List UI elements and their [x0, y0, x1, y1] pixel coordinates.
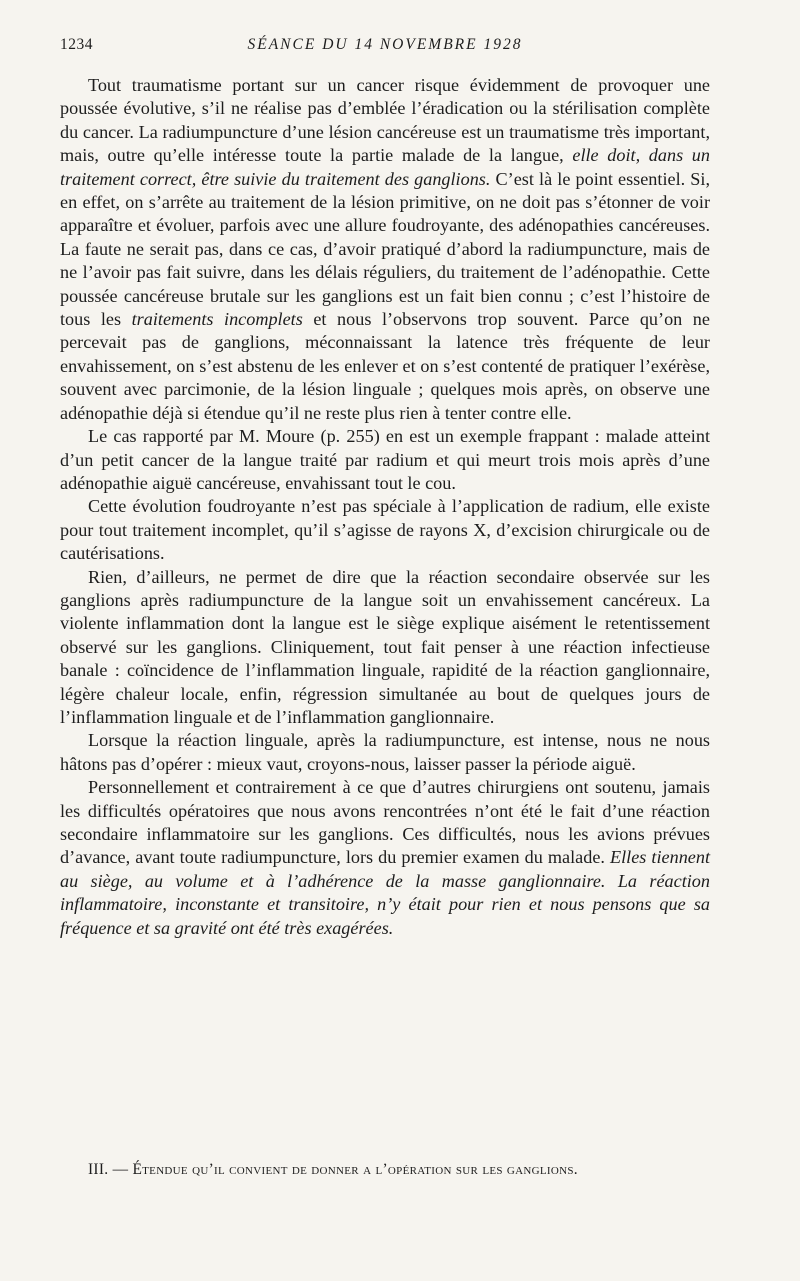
section-heading	[60, 1159, 710, 1181]
text-segment: Personnellement et contrairement à ce que d’autres chirurgiens ont soutenu, jamais les difficultés opératoires que nous avons rencontrées n’ont été le fait d’une réaction secondaire inflammatoire sur les ganglions. Ces difficultés, nous les avions prévues d’avance, avant toute radiumpuncture, lors du premier examen du malade.	[60, 777, 710, 868]
text-segment: Lorsque la réaction linguale, après la radiumpuncture, est intense, nous ne nous hâtons pas d’opérer : mieux vaut, croyons-nous, laisser passer la période aiguë.	[60, 730, 710, 774]
italic-text-segment: elle doit, dans un traitement correct, être suivie du traitement des ganglions.	[60, 145, 710, 189]
page-header	[60, 36, 710, 58]
text-segment: Le cas rapporté par M. Moure (p. 255) en est un exemple frappant : malade atteint d’un petit cancer de la langue traité par radium et qui meurt trois mois après d’une adénopathie aiguë cancéreuse, envahissant tout le cou.	[60, 426, 710, 493]
paragraph	[60, 729, 710, 776]
page-number: 1234	[60, 36, 93, 53]
text-segment: Rien, d’ailleurs, ne permet de dire que la réaction secondaire observée sur les ganglions après radiumpuncture de la langue soit un envahissement cancéreux. La violente inflammation dont la langue est le siège explique aisément le retentissement observé sur les ganglions. Cliniquement, tout fait penser à une réaction infectieuse banale : coïncidence de l’inflammation linguale, rapidité de la réaction ganglionnaire, légère chaleur locale, enfin, régression simultanée au bout de quelques jours de l’inflammation linguale et de l’inflammation ganglionnaire.	[60, 566, 710, 727]
text-segment: C’est là le point essentiel. Si, en effet, on s’arrête au traitement de la lésion primitive, on ne doit pas s’étonner de voir apparaître et évoluer, parfois avec une allure foudroyante, des adénopathies cancéreuses. La faute ne serait pas, dans ce cas, d’avoir pratiqué d’abord la radiumpuncture, mais de ne l’avoir pas fait suivre, dans les délais réguliers, du traitement de l’adénopathie. Cette poussée cancéreuse brutale sur les ganglions est un fait bien connu ; c’est l’histoire de tous les	[60, 168, 710, 330]
body-text	[60, 74, 710, 940]
italic-text-segment: traitements incomplets	[131, 309, 303, 330]
section-number: III.	[88, 1161, 109, 1178]
paragraph	[60, 566, 710, 730]
italic-text-segment: Elles tiennent au siège, au volume et à l’adhérence de la masse ganglionnaire. La réaction inflammatoire, inconstante et transitoire, n’y était pour rien et nous pensons que sa fréquence et sa gravité ont été très exagérées.	[60, 847, 711, 938]
section-dash: —	[112, 1161, 129, 1178]
paragraph	[60, 425, 710, 495]
text-segment: Tout traumatisme portant sur un cancer risque évidemment de provoquer une poussée évolutive, s’il ne réalise pas d’emblée l’éradication ou la stérilisation complète du cancer. La radiumpuncture d’une lésion cancéreuse est un traumatisme très important, mais, outre qu’elle intéresse toute la partie malade de la langue,	[60, 75, 710, 166]
section-title: Étendue qu’il convient de donner a l’opération sur les ganglions.	[132, 1161, 578, 1178]
paragraph	[60, 776, 710, 940]
paragraph	[60, 495, 710, 565]
text-segment: Cette évolution foudroyante n’est pas spéciale à l’application de radium, elle existe pour tout traitement incomplet, qu’il s’agisse de rayons X, d’excision chirurgicale ou de cautérisations.	[60, 496, 710, 564]
paragraph	[60, 74, 710, 425]
running-title: SÉANCE DU 14 NOVEMBRE 1928	[247, 36, 523, 53]
text-segment: et nous l’observons trop souvent. Parce qu’on ne percevait pas de ganglions, méconnaissant la latence très fréquente de leur envahissement, on s’est abstenu de les enlever et on s’est contenté de pratiquer l’exérèse, souvent avec parcimonie, de la lésion linguale ; quelques mois après, on observe une adénopathie déjà si étendue qu’il ne reste plus rien à tenter contre elle.	[60, 309, 710, 423]
